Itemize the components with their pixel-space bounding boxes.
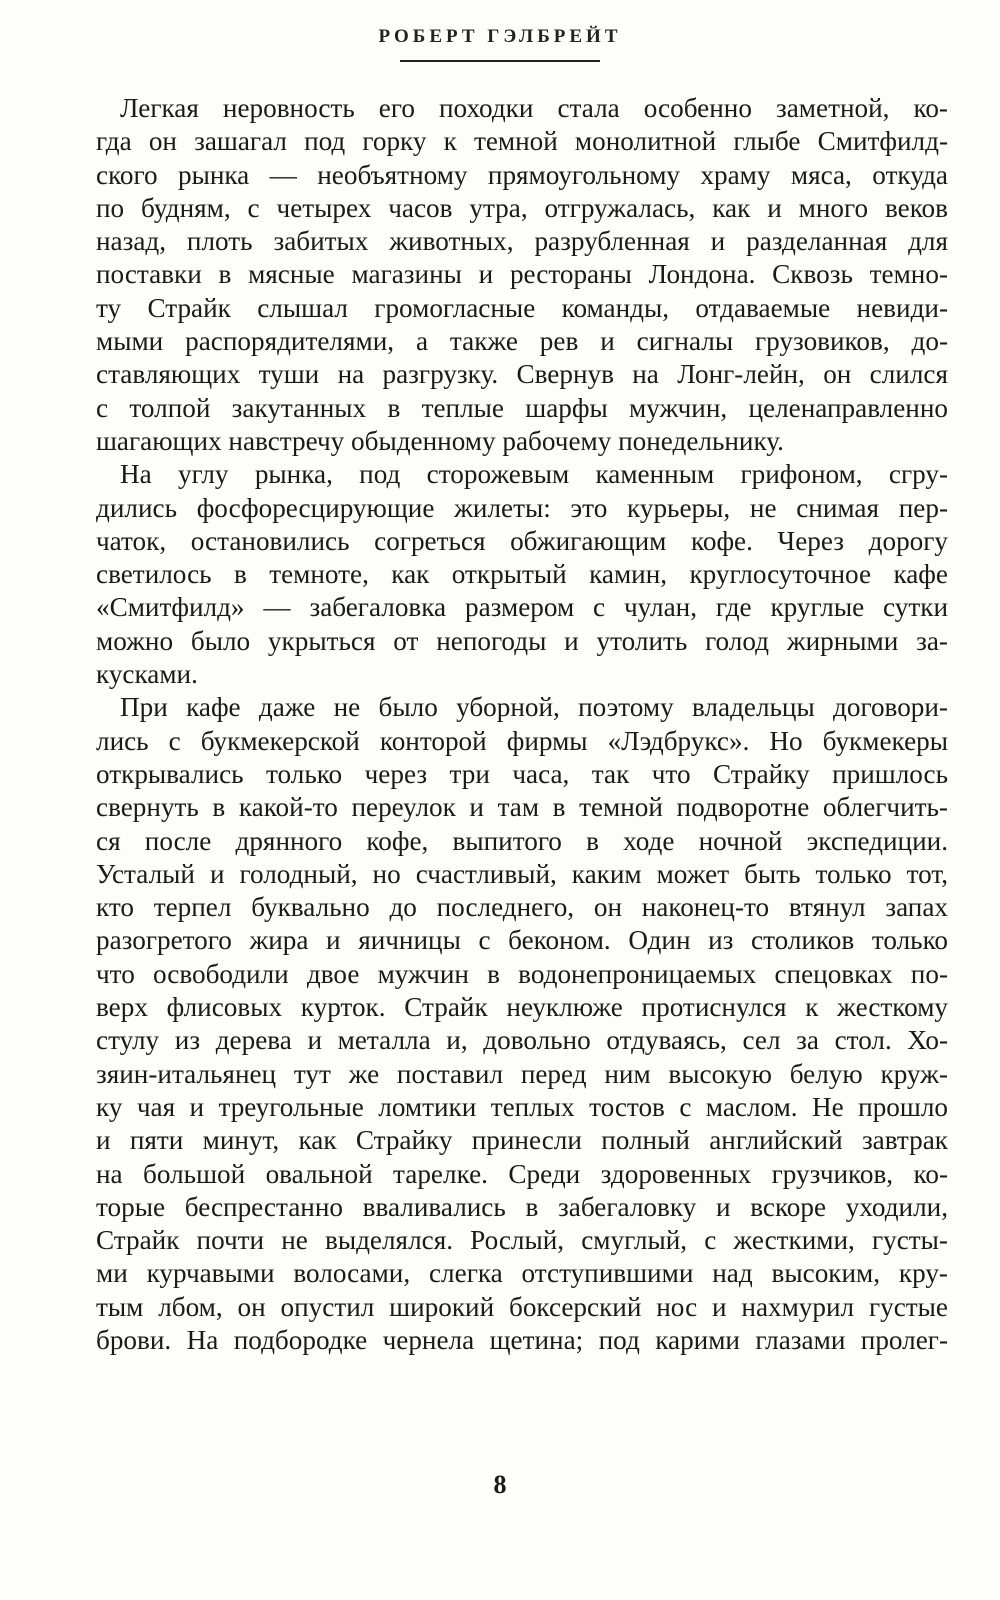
paragraph [96, 92, 948, 458]
text-line: На углу рынка, под сторожевым каменным грифоном, сгру- [120, 459, 948, 490]
text-line: стулу из дерева и металла и, довольно отдуваясь, сел за стол. Хо- [96, 1025, 948, 1056]
text-line: на большой овальной тарелке. Среди здоровенных грузчиков, ко- [96, 1158, 948, 1189]
text-line: ку чая и треугольные ломтики теплых тостов с маслом. Не прошло [96, 1091, 948, 1122]
text-line: гда он зашагал под горку к темной монолитной глыбе Смитфилд- [96, 126, 948, 157]
text-line: с толпой закутанных в теплые шарфы мужчин, целенаправленно [96, 392, 948, 423]
text-line: шагающих навстречу обыденному рабочему понедельнику. [96, 425, 784, 456]
text-line: кто терпел буквально до последнего, он наконец-то втянул запах [96, 892, 948, 923]
text-line: лись с букмекерской конторой фирмы «Лэдбрукс». Но букмекеры [96, 725, 948, 756]
paragraph [96, 458, 948, 691]
text-line: тым лбом, он опустил широкий боксерский нос и нахмурил густые [96, 1291, 948, 1322]
text-line: кусками. [96, 659, 198, 690]
text-line: и пяти минут, как Страйку принесли полный английский завтрак [96, 1125, 948, 1156]
page-number: 8 [493, 1470, 507, 1499]
text-line: чаток, остановились согреться обжигающим кофе. Через дорогу [96, 525, 948, 556]
text-line: поставки в мясные магазины и рестораны Лондона. Сквозь темно- [96, 259, 948, 290]
text-line: назад, плоть забитых животных, разрубленная и разделанная для [96, 226, 948, 257]
header-rule [400, 60, 600, 62]
text-line: ми курчавыми волосами, слегка отступившими над высоким, кру- [96, 1258, 948, 1289]
text-line: разогретого жира и яичницы с беконом. Один из столиков только [96, 925, 948, 956]
text-line: дились фосфоресцирующие жилеты: это курьеры, не снимая пер- [96, 492, 948, 523]
text-line: светилось в темноте, как открытый камин, круглосуточное кафе [96, 559, 948, 590]
body-text [96, 92, 948, 1357]
text-line: свернуть в какой-то переулок и там в темной подворотне облегчить- [96, 792, 948, 823]
text-line: Легкая неровность его походки стала особенно заметной, ко- [120, 93, 948, 123]
text-line: торые беспрестанно вваливались в забегаловку и вскоре уходили, [96, 1191, 948, 1222]
text-line: ского рынка — необъятному прямоугольному храму мяса, откуда [96, 159, 948, 190]
text-line: ту Страйк слышал громогласные команды, отдаваемые невиди- [96, 292, 948, 323]
text-line: можно было укрыться от непогоды и утолить голод жирными за- [96, 625, 948, 656]
text-line: ставляющих туши на разгрузку. Свернув на Лонг-лейн, он слился [96, 359, 948, 390]
text-line: Страйк почти не выделялся. Рослый, смуглый, с жесткими, густы- [96, 1225, 948, 1256]
text-line: что освободили двое мужчин в водонепроницаемых спецовках по- [96, 958, 948, 989]
text-line: ся после дрянного кофе, выпитого в ходе ночной экспедиции. [96, 825, 948, 856]
text-line: мыми распорядителями, а также рев и сигналы грузовиков, до- [96, 326, 948, 357]
paragraph [96, 691, 948, 1357]
running-header [0, 26, 1000, 62]
text-line: При кафе даже не было уборной, поэтому владельцы договори- [120, 692, 948, 723]
text-line: верх флисовых курток. Страйк неуклюже протиснулся к жесткому [96, 992, 948, 1023]
text-line: брови. На подбородке чернела щетина; под карими глазами пролег- [96, 1324, 948, 1355]
text-line: зяин-итальянец тут же поставил перед ним высокую белую круж- [96, 1058, 948, 1089]
text-line: по будням, с четырех часов утра, отгружалась, как и много веков [96, 192, 948, 223]
text-line: открывались только через три часа, так что Страйку пришлось [96, 758, 948, 789]
text-line: «Смитфилд» — забегаловка размером с чулан, где круглые сутки [96, 592, 948, 623]
author-name: РОБЕРТ ГЭЛБРЕЙТ [378, 26, 622, 47]
text-line: Усталый и голодный, но счастливый, каким может быть только тот, [96, 858, 948, 889]
